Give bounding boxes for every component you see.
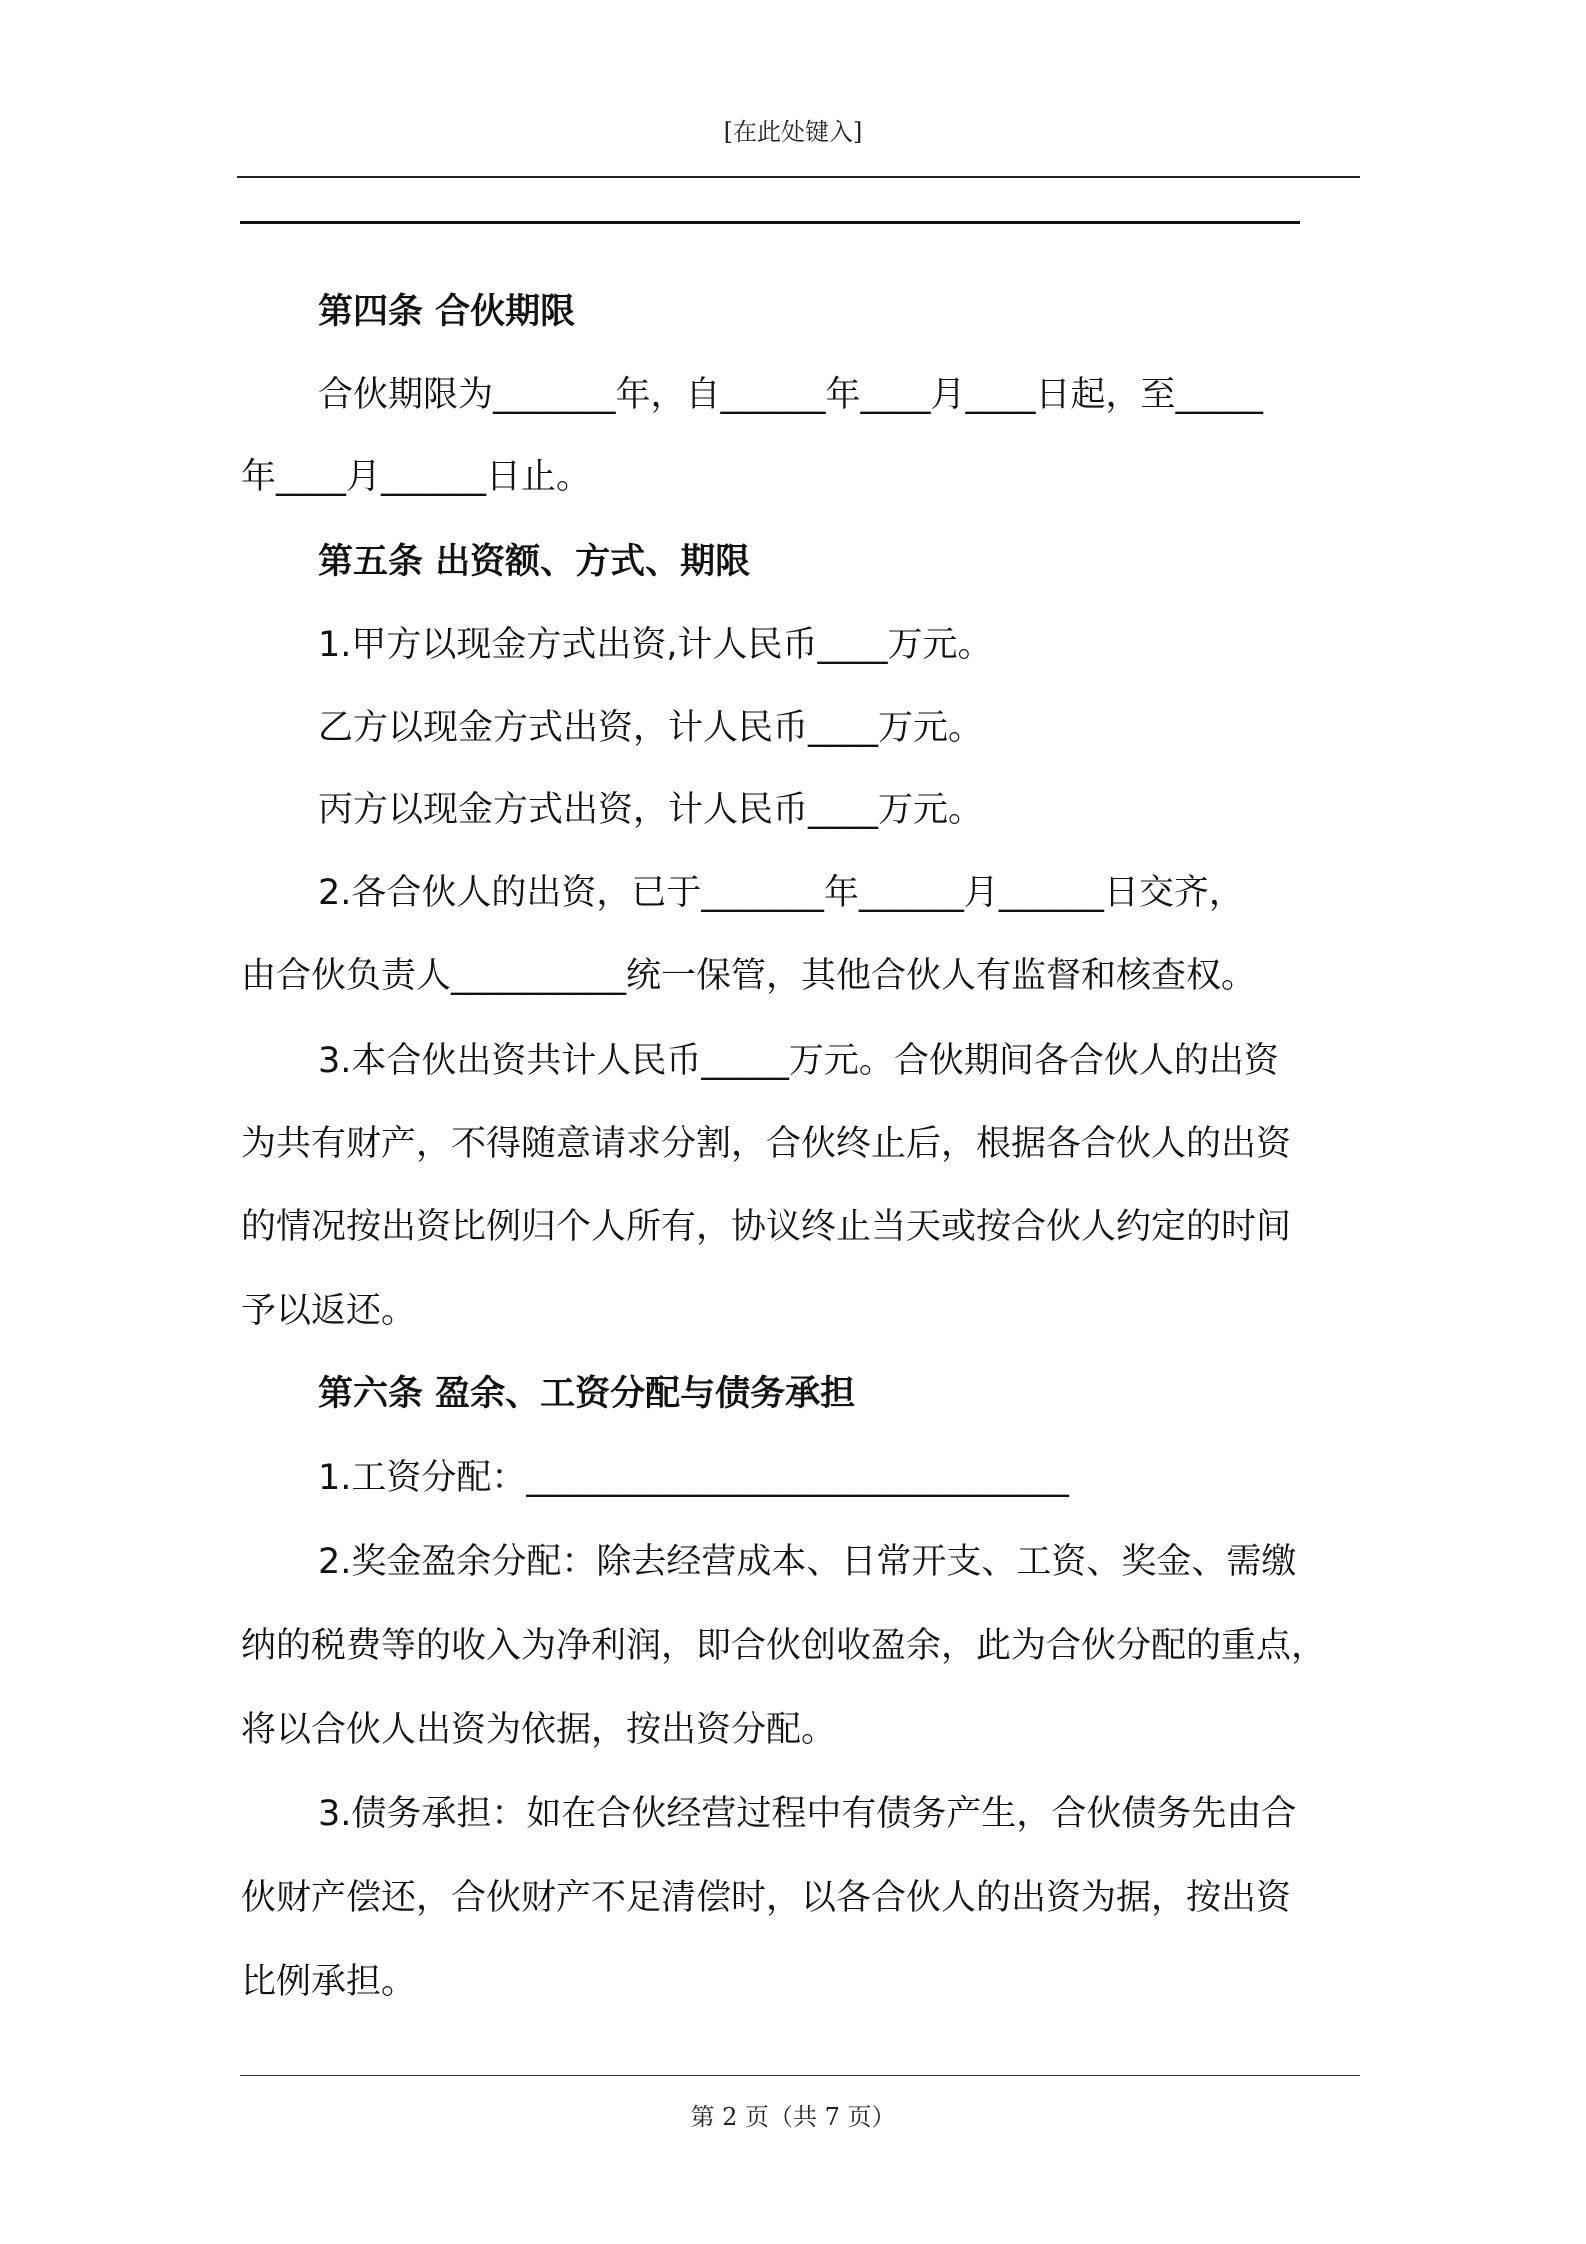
article-6-item-3-line-2: 伙财产偿还，合伙财产不足清偿时，以各合伙人的出资为据，按出资 <box>241 1878 1292 1918</box>
article-5-item-1c: 丙方以现金方式出资，计人民币____万元。 <box>318 790 984 830</box>
article-6-item-2-line-2: 纳的税费等的收入为净利润，即合伙创收盈余，此为合伙分配的重点， <box>241 1626 1327 1666</box>
article-6-item-2-line-3: 将以合伙人出资为依据，按出资分配。 <box>241 1710 837 1750</box>
article-6-heading: 第六条 盈余、工资分配与债务承担 <box>318 1374 856 1414</box>
article-6-item-2-line-1: 2.奖金盈余分配：除去经营成本、日常开支、工资、奖金、需缴 <box>318 1542 1297 1582</box>
page-number-footer: 第 2 页（共 7 页） <box>690 2103 896 2131</box>
article-5-item-3-line-4: 予以返还。 <box>241 1291 417 1331</box>
article-6-item-3-line-1: 3.债务承担：如在合伙经营过程中有债务产生，合伙债务先由合 <box>318 1794 1297 1834</box>
footer-divider <box>240 2075 1360 2076</box>
article-5-heading: 第五条 出资额、方式、期限 <box>318 542 751 582</box>
article-6-item-3-line-3: 比例承担。 <box>241 1962 417 2002</box>
article-5-item-2-line-1: 2.各合伙人的出资，已于_______年______月______日交齐， <box>318 873 1244 913</box>
article-6-item-1: 1.工资分配：_______________________________ <box>318 1458 1069 1498</box>
article-5-item-1a: 1.甲方以现金方式出资,计人民币____万元。 <box>318 625 993 665</box>
article-4-line-2: 年____月______日止。 <box>241 457 592 497</box>
header-divider <box>237 176 1360 178</box>
fill-in-blank-line <box>240 221 1300 224</box>
article-4-line-1: 合伙期限为_______年，自______年____月____日起，至_____ <box>318 375 1264 415</box>
article-5-item-2-line-2: 由合伙负责人__________统一保管，其他合伙人有监督和核查权。 <box>241 956 1257 996</box>
article-4-heading: 第四条 合伙期限 <box>318 292 576 332</box>
page-header: [在此处键入] <box>723 118 863 146</box>
article-5-item-1b: 乙方以现金方式出资，计人民币____万元。 <box>318 708 984 748</box>
article-5-item-3-line-3: 的情况按出资比例归个人所有，协议终止当天或按合伙人约定的时间 <box>241 1207 1292 1247</box>
article-5-item-3-line-2: 为共有财产，不得随意请求分割，合伙终止后，根据各合伙人的出资 <box>241 1124 1292 1164</box>
article-5-item-3-line-1: 3.本合伙出资共计人民币_____万元。合伙期间各合伙人的出资 <box>318 1041 1279 1081</box>
